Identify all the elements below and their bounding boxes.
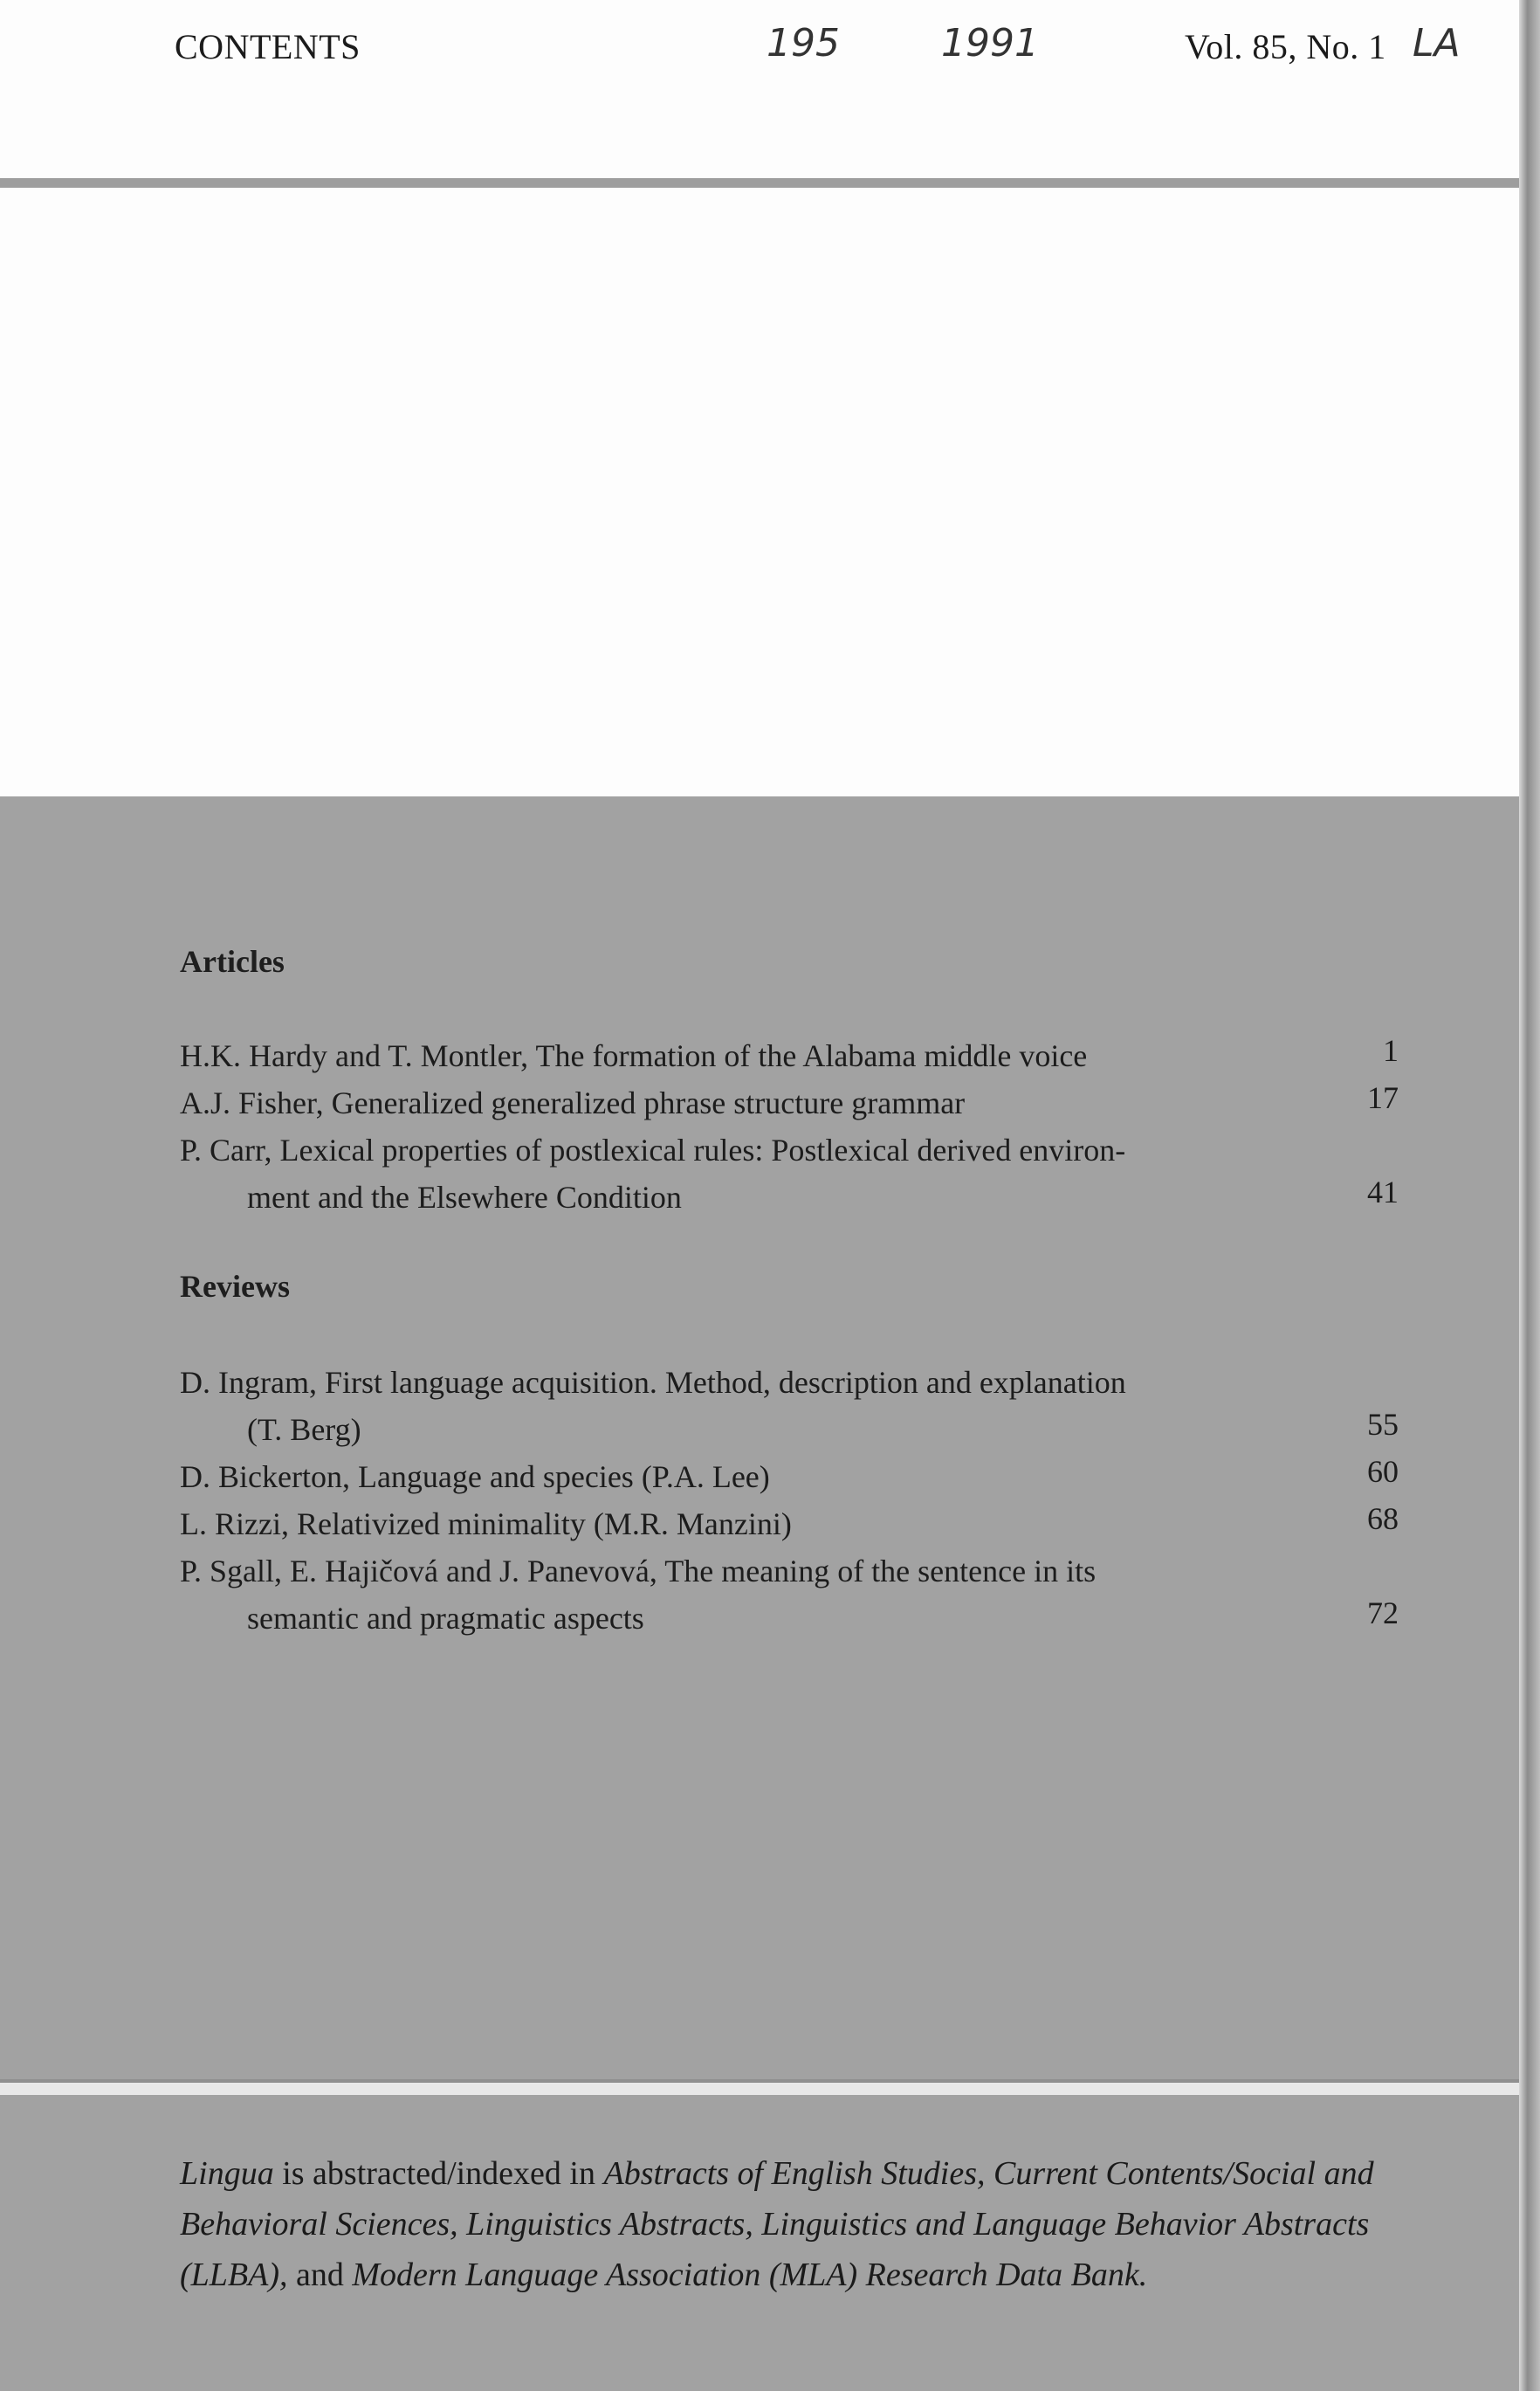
review-title-3: L. Rizzi, Relativized minimality (M.R. Manzini) [180,1506,792,1541]
notice-text-2: and [287,2257,353,2293]
footer-rule [0,2083,1519,2095]
article-page-2: 17 [1367,1080,1399,1115]
header-rule [0,178,1519,188]
review-entry-2 [180,1453,1262,1500]
review-page-1: 55 [1367,1407,1399,1442]
indexing-databases: Abstracts of English Studies, Current Contents/Social and Behavioral Sciences, Linguistics Abstracts, Linguistics and Language Behavior Abstracts (LLBA), [180,2155,1374,2293]
article-title-3-continued: ment and the Elsewhere Condition [247,1180,682,1215]
review-title-2: D. Bickerton, Language and species (P.A. Lee) [180,1459,770,1494]
review-page-4: 72 [1367,1595,1399,1630]
review-title-1-continued: (T. Berg) [247,1412,361,1447]
article-title-1: H.K. Hardy and T. Montler, The formation of the Alabama middle voice [180,1038,1088,1073]
handwritten-mark: LA [1413,21,1461,65]
abstracting-notice [180,2148,1402,2300]
handwritten-number-1: 195 [767,21,840,65]
article-page-1: 1 [1383,1033,1399,1068]
top-white-area [0,0,1519,796]
review-title-1: D. Ingram, First language acquisition. Method, description and explanation [180,1365,1126,1400]
handwritten-number-2: 1991 [941,21,1039,65]
page-edge [1519,0,1540,2391]
review-page-2: 60 [1367,1454,1399,1489]
volume-label: Vol. 85, No. 1 [1185,27,1386,66]
article-entry-3 [180,1127,1262,1221]
reviews-heading: Reviews [180,1269,290,1304]
journal-name: Lingua [180,2155,274,2192]
mla-database: Modern Language Association (MLA) Research Data Bank. [352,2257,1148,2293]
contents-label: CONTENTS [175,27,361,66]
articles-heading: Articles [180,944,285,979]
review-entry-3 [180,1500,1262,1547]
article-title-3: P. Carr, Lexical properties of postlexical rules: Postlexical derived environ- [180,1133,1126,1168]
review-title-4: P. Sgall, E. Hajičová and J. Panevová, The meaning of the sentence in its [180,1554,1097,1588]
notice-text-1: is abstracted/indexed in [273,2155,604,2192]
article-entry-1 [180,1032,1262,1079]
article-entry-2 [180,1079,1262,1127]
review-title-4-continued: semantic and pragmatic aspects [247,1601,644,1636]
article-title-2: A.J. Fisher, Generalized generalized phrase structure grammar [180,1085,966,1120]
review-entry-1 [180,1359,1262,1453]
article-page-3: 41 [1367,1175,1399,1209]
review-entry-4 [180,1547,1262,1642]
review-page-3: 68 [1367,1501,1399,1536]
